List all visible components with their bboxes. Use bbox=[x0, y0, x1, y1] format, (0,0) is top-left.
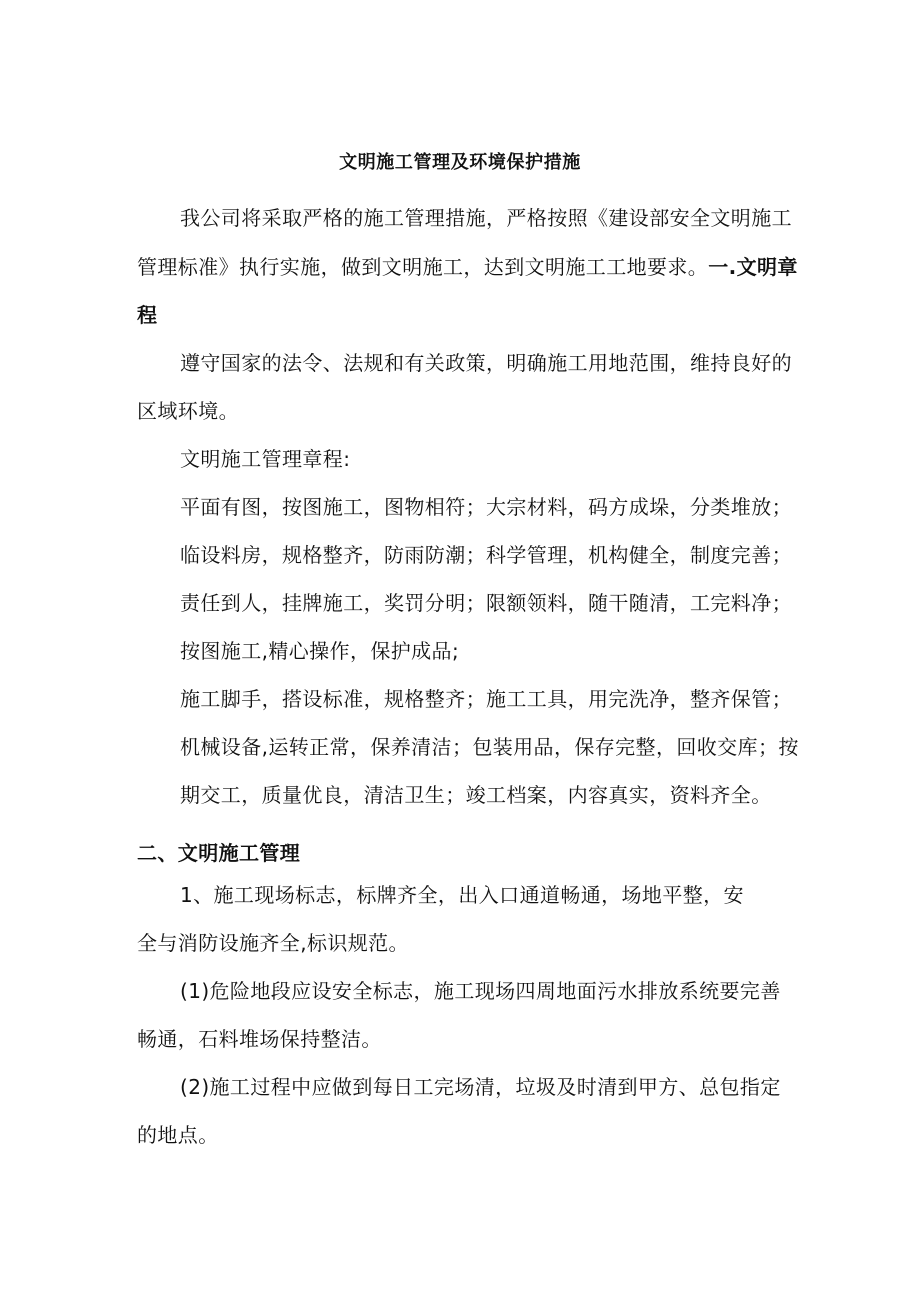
section1-heading-part2: 程 bbox=[137, 303, 158, 327]
rule-line-5: 施工脚手，搭设标准，规格整齐；施工工具，用完洗净，整齐保管； bbox=[180, 687, 792, 711]
section1-paragraph-line-2: 区域环境。 bbox=[137, 399, 239, 423]
rules-label: 文明施工管理章程: bbox=[180, 447, 351, 471]
rule-line-3: 责任到人，挂牌施工，奖罚分明；限额领料，随干随清，工完料净； bbox=[180, 591, 792, 615]
rule-line-7: 期交工，质量优良，清洁卫生；竣工档案，内容真实，资料齐全。 bbox=[180, 783, 772, 807]
rule-line-1: 平面有图，按图施工，图物相符；大宗材料，码方成垛，分类堆放； bbox=[180, 495, 792, 519]
rule-line-2: 临设料房，规格整齐，防雨防潮；科学管理，机构健全，制度完善； bbox=[180, 543, 792, 567]
sub1-line-1: (1)危险地段应设安全标志，施工现场四周地面污水排放系统要完善 bbox=[180, 979, 781, 1003]
sub1-line-2: 畅通，石料堆场保持整洁。 bbox=[137, 1027, 382, 1051]
intro-line-1: 我公司将采取严格的施工管理措施，严格按照《建设部安全文明施工 bbox=[180, 206, 792, 230]
intro-line-2 bbox=[137, 254, 798, 280]
document-title: 文明施工管理及环境保护措施 bbox=[339, 152, 581, 173]
section2-heading: 二、文明施工管理 bbox=[137, 841, 301, 865]
item1-line-1: 1、施工现场标志，标牌齐全，出入口通道畅通，场地平整，安 bbox=[180, 883, 744, 907]
rule-line-6: 机械设备,运转正常，保养清洁；包装用品，保存完整，回收交库；按 bbox=[180, 735, 799, 759]
section1-heading-part1: 一.文明章 bbox=[708, 255, 798, 279]
sub2-line-2: 的地点。 bbox=[137, 1123, 219, 1147]
rule-line-4: 按图施工,精心操作，保护成品; bbox=[180, 639, 460, 663]
item1-line-2: 全与消防设施齐全,标识规范。 bbox=[137, 931, 409, 955]
sub2-line-1: (2)施工过程中应做到每日工完场清，垃圾及时清到甲方、总包指定 bbox=[180, 1075, 781, 1099]
section1-paragraph-line-1: 遵守国家的法令、法规和有关政策，明确施工用地范围，维持良好的 bbox=[180, 351, 792, 375]
intro-line-2-text: 管理标准》执行实施，做到文明施工，达到文明施工工地要求。 bbox=[137, 255, 709, 279]
